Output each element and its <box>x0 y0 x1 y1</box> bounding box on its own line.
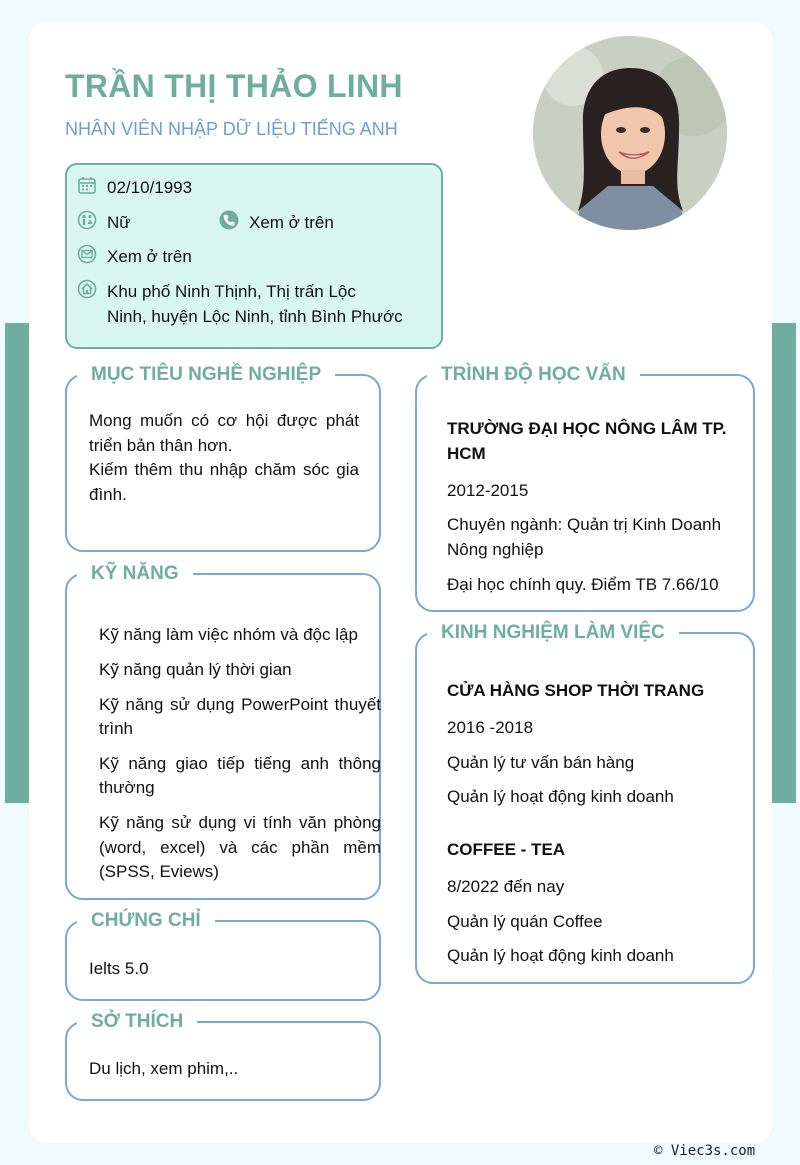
job-period: 8/2022 đến nay <box>447 877 565 896</box>
objective-line-3: Kiếm thêm thu nhập chăm sóc gia <box>89 460 359 479</box>
skill-item-cont: thường <box>99 778 155 797</box>
skill-item-cont: (SPSS, Eviews) <box>99 862 219 881</box>
address-line-2: Ninh, huyện Lộc Ninh, tỉnh Bình Phước <box>107 307 403 326</box>
job-duty: Quản lý tư vấn bán hàng <box>447 753 635 772</box>
avatar <box>533 36 727 230</box>
school-name-line-1: TRƯỜNG ĐẠI HỌC NÔNG LÂM TP. <box>447 419 727 438</box>
job-company: CỬA HÀNG SHOP THỜI TRANG <box>447 681 705 700</box>
job-title: NHÂN VIÊN NHẬP DỮ LIỆU TIẾNG ANH <box>65 119 398 139</box>
certificates-section <box>65 910 381 1001</box>
email-icon <box>77 244 97 264</box>
school-name-line-2: HCM <box>447 444 486 463</box>
job-duty: Quản lý quán Coffee <box>447 912 603 931</box>
objective-line-1: Mong muốn có cơ hội được phát <box>89 411 359 430</box>
phone: Xem ở trên <box>249 213 334 232</box>
address-line-1: Khu phố Ninh Thịnh, Thị trấn Lộc <box>107 282 356 301</box>
home-icon <box>77 279 97 299</box>
objective-title: MỤC TIÊU NGHỀ NGHIỆP <box>77 362 335 388</box>
skill-item: Kỹ năng quản lý thời gian <box>99 660 292 679</box>
education-major-line-2: Nông nghiệp <box>447 540 544 559</box>
objective-section <box>65 364 381 552</box>
phone-icon <box>219 210 239 230</box>
calendar-icon <box>77 175 97 195</box>
certificate-value: Ielts 5.0 <box>89 959 149 978</box>
certificates-title: CHỨNG CHỈ <box>77 908 215 934</box>
skill-item: Kỹ năng sử dụng PowerPoint thuyết <box>99 695 381 714</box>
hobbies-value: Du lịch, xem phim,.. <box>89 1059 239 1078</box>
skills-title: KỸ NĂNG <box>77 561 193 587</box>
hobbies-section <box>65 1011 381 1101</box>
skill-item: Kỹ năng sử dụng vi tính văn phòng <box>99 813 381 832</box>
skill-item: Kỹ năng giao tiếp tiếng anh thông <box>99 754 381 773</box>
job-duty: Quản lý hoạt động kinh doanh <box>447 787 674 806</box>
skill-item-cont: trình <box>99 719 134 738</box>
email: Xem ở trên <box>107 247 192 266</box>
education-section <box>415 364 755 612</box>
education-degree: Đại học chính quy. Điểm TB 7.66/10 <box>447 575 719 594</box>
right-accent-band <box>772 323 796 803</box>
skill-item: Kỹ năng làm việc nhóm và độc lập <box>99 625 358 644</box>
skills-section <box>65 563 381 900</box>
objective-line-2: triển bản thân hơn. <box>89 436 233 455</box>
gender-icon <box>77 210 97 230</box>
birthday: 02/10/1993 <box>107 178 193 197</box>
education-major-line-1: Chuyên ngành: Quản trị Kinh Doanh <box>447 515 722 534</box>
experience-title: KINH NGHIỆM LÀM VIỆC <box>427 620 679 646</box>
objective-line-4: đình. <box>89 485 127 504</box>
candidate-name: TRẦN THỊ THẢO LINH <box>65 68 403 104</box>
education-years: 2012-2015 <box>447 481 529 500</box>
left-accent-band <box>5 323 29 803</box>
experience-section <box>415 622 755 984</box>
hobbies-title: SỞ THÍCH <box>77 1009 197 1035</box>
skill-item-cont: (word, excel) và các phần mềm <box>99 838 381 857</box>
education-title: TRÌNH ĐỘ HỌC VẤN <box>427 362 640 388</box>
gender: Nữ <box>107 213 131 232</box>
job-duty: Quản lý hoạt động kinh doanh <box>447 946 674 965</box>
copyright-text: © Viec3s.com <box>654 1143 756 1159</box>
job-period: 2016 -2018 <box>447 718 534 737</box>
job-company: COFFEE - TEA <box>447 840 566 859</box>
